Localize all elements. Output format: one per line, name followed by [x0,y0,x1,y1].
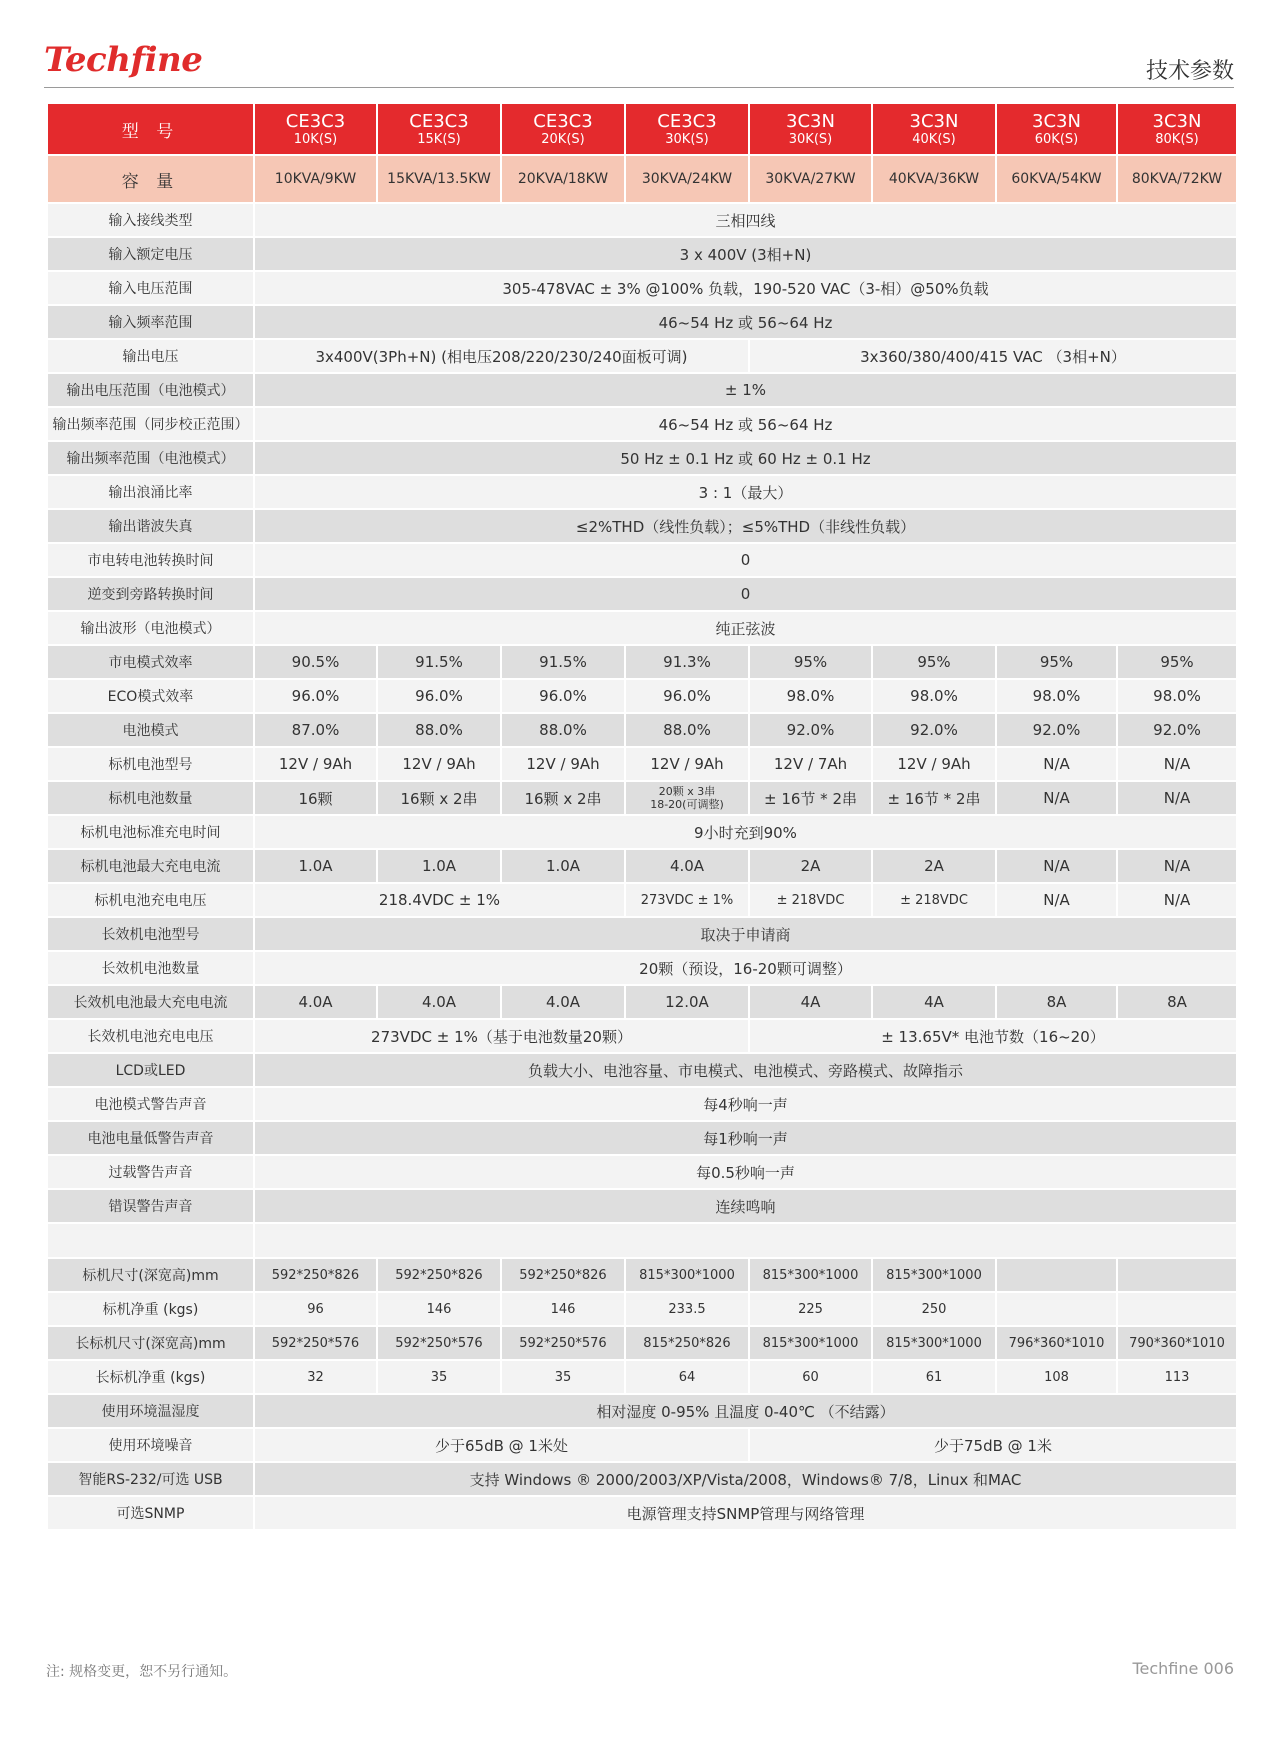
spec-row [47,985,1237,1019]
spec-value: 592*250*576 [254,1326,377,1360]
spec-value: 92.0% [1117,713,1237,747]
spec-label: 标机电池数量 [47,781,254,815]
spec-label: 市电模式效率 [47,645,254,679]
spec-label: 标机电池充电电压 [47,883,254,917]
spec-label: 输出电压范围（电池模式） [47,373,254,407]
spec-value: 每0.5秒响一声 [254,1155,1237,1189]
spec-value: 108 [996,1360,1117,1394]
spec-row [47,611,1237,645]
model-variant: 30K(S) [788,131,833,147]
spec-label: 长效机电池型号 [47,917,254,951]
spec-label: 标机尺寸(深宽高)mm [47,1258,254,1292]
spec-value: 三相四线 [254,203,1237,237]
spec-label: 输出浪涌比率 [47,475,254,509]
spec-value-line: 20颗 x 3串 [658,785,716,798]
spec-row [47,1087,1237,1121]
model-name: CE3C3 [409,110,469,132]
spec-value [1117,1292,1237,1326]
spec-value: 88.0% [625,713,749,747]
spec-value: 273VDC ± 1%（基于电池数量20颗） [254,1019,749,1053]
spec-value [996,1258,1117,1292]
spec-value: 88.0% [377,713,501,747]
spec-value: 纯正弦波 [254,611,1237,645]
spec-value: 12V / 9Ah [377,747,501,781]
spec-value: 95% [872,645,996,679]
spec-label: 长效机电池最大充电电流 [47,985,254,1019]
spec-row [47,373,1237,407]
model-variant: 20K(S) [541,131,585,147]
spec-label: 过载警告声音 [47,1155,254,1189]
spec-value: ± 16节 * 2串 [749,781,872,815]
model-name: 3C3N [1152,110,1202,132]
spec-value: 相对湿度 0-95% 且温度 0-40℃ （不结露） [254,1394,1237,1428]
spec-value: 35 [377,1360,501,1394]
spec-value: 96.0% [254,679,377,713]
spacer-row [47,1223,1237,1258]
spec-value: 815*300*1000 [749,1258,872,1292]
spec-label: 标机电池最大充电电流 [47,849,254,883]
spec-value: 35 [501,1360,625,1394]
spec-row [47,951,1237,985]
spec-value: 273VDC ± 1% [625,883,749,917]
spec-value: 2A [749,849,872,883]
spec-row [47,679,1237,713]
model-header-label: 型 号 [47,103,254,155]
spec-label: 输出电压 [47,339,254,373]
spec-value: 815*300*1000 [872,1258,996,1292]
spec-value: 592*250*826 [254,1258,377,1292]
spec-value: 4A [872,985,996,1019]
spec-row [47,1326,1237,1360]
spec-value: ± 16节 * 2串 [872,781,996,815]
model-name: 3C3N [1032,110,1081,132]
spec-label: 电池模式警告声音 [47,1087,254,1121]
spec-value: 12V / 7Ah [749,747,872,781]
spec-value: 95% [1117,645,1237,679]
model-name: 3C3N [786,110,835,132]
spec-value [996,1292,1117,1326]
spec-value: 250 [872,1292,996,1326]
spec-value: N/A [1117,883,1237,917]
spec-value: N/A [1117,849,1237,883]
spec-label: LCD或LED [47,1053,254,1087]
spec-row [47,1292,1237,1326]
spec-row [47,1462,1237,1496]
spec-value: 8A [1117,985,1237,1019]
spec-label: 长标机净重 (kgs) [47,1360,254,1394]
spec-value: 32 [254,1360,377,1394]
spec-label: 使用环境噪音 [47,1428,254,1462]
spec-value: 815*300*1000 [749,1326,872,1360]
spec-label: 可选SNMP [47,1496,254,1530]
spec-label: 标机电池标准充电时间 [47,815,254,849]
footnote: 注: 规格变更，恕不另行通知。 [46,1664,238,1680]
spec-label: 输出频率范围（电池模式） [47,441,254,475]
spacer-label [47,1223,254,1258]
spec-value: 592*250*576 [377,1326,501,1360]
spec-value: 592*250*826 [501,1258,625,1292]
spec-row [47,203,1237,237]
spec-value: N/A [996,849,1117,883]
model-header-cell [501,103,625,155]
spec-value: 20颗（预设，16-20颗可调整） [254,951,1237,985]
spec-value: 46~54 Hz 或 56~64 Hz [254,305,1237,339]
spec-value: 0 [254,577,1237,611]
spec-value: 4.0A [254,985,377,1019]
spec-value: 92.0% [872,713,996,747]
spec-label: 智能RS-232/可选 USB [47,1462,254,1496]
spec-row [47,1496,1237,1530]
spec-value: 3 x 400V (3相+N) [254,237,1237,271]
spec-value: 91.3% [625,645,749,679]
spec-label: 输入频率范围 [47,305,254,339]
capacity-label: 容 量 [47,155,254,203]
spec-value: N/A [996,781,1117,815]
spec-value: 4A [749,985,872,1019]
spec-row [47,577,1237,611]
model-header-cell [872,103,996,155]
model-name: CE3C3 [285,110,346,132]
spec-row [47,1428,1237,1462]
capacity-cell: 20KVA/18KW [501,155,625,203]
spec-table [46,102,1238,1531]
spec-label: 使用环境温湿度 [47,1394,254,1428]
model-header-row [47,103,1237,155]
spec-value: 305-478VAC ± 3% @100% 负载，190-520 VAC（3-相）@50%负载 [254,271,1237,305]
spec-value: 98.0% [996,679,1117,713]
spec-row [47,237,1237,271]
model-variant: 30K(S) [665,131,709,147]
spec-value: 每1秒响一声 [254,1121,1237,1155]
spec-value: 连续鸣响 [254,1189,1237,1223]
spec-value: 592*250*826 [377,1258,501,1292]
spec-row [47,713,1237,747]
capacity-row [47,155,1237,203]
spec-value: 592*250*576 [501,1326,625,1360]
spec-row [47,1258,1237,1292]
spec-value: 91.5% [377,645,501,679]
model-variant: 15K(S) [417,131,461,147]
capacity-cell: 30KVA/27KW [749,155,872,203]
spec-value: ± 1% [254,373,1237,407]
spec-label: 错误警告声音 [47,1189,254,1223]
spec-value: 负载大小、电池容量、市电模式、电池模式、旁路模式、故障指示 [254,1053,1237,1087]
spec-row [47,475,1237,509]
spec-value: 1.0A [377,849,501,883]
spec-value [625,781,749,815]
model-name: 3C3N [909,110,959,132]
brand-logo: Techfine [44,40,203,80]
spec-value: 96 [254,1292,377,1326]
spec-value-line: 18-20(可调整) [650,798,724,811]
spec-value: 790*360*1010 [1117,1326,1237,1360]
spec-value: 98.0% [872,679,996,713]
spec-value: 4.0A [501,985,625,1019]
capacity-cell: 60KVA/54KW [996,155,1117,203]
spec-value: 12V / 9Ah [501,747,625,781]
spec-value [1117,1258,1237,1292]
spec-row [47,1019,1237,1053]
spec-label: 逆变到旁路转换时间 [47,577,254,611]
spec-value: 支持 Windows ® 2000/2003/XP/Vista/2008，Windows® 7/8，Linux 和MAC [254,1462,1237,1496]
spec-value: 146 [377,1292,501,1326]
spec-value: 815*250*826 [625,1326,749,1360]
spec-value: 64 [625,1360,749,1394]
spec-row [47,339,1237,373]
spec-value: N/A [1117,781,1237,815]
model-header-cell [749,103,872,155]
spec-value: 796*360*1010 [996,1326,1117,1360]
spec-value: 91.5% [501,645,625,679]
spec-row [47,1394,1237,1428]
spec-value: 12V / 9Ah [625,747,749,781]
model-header-cell [1117,103,1237,155]
spec-row [47,1155,1237,1189]
spec-value: 87.0% [254,713,377,747]
spec-label: 输入接线类型 [47,203,254,237]
spec-value: 取决于申请商 [254,917,1237,951]
spec-label: 长效机电池数量 [47,951,254,985]
spec-row [47,407,1237,441]
spec-value: ≤2%THD（线性负载）；≤5%THD（非线性负载） [254,509,1237,543]
spec-row [47,305,1237,339]
model-header-cell [996,103,1117,155]
model-header-cell [254,103,377,155]
spec-value: 0 [254,543,1237,577]
spec-label: 输出频率范围（同步校正范围） [47,407,254,441]
spec-value: 96.0% [501,679,625,713]
spec-label: 输出波形（电池模式） [47,611,254,645]
spec-value: 16颗 [254,781,377,815]
spec-value: 96.0% [625,679,749,713]
spec-label: ECO模式效率 [47,679,254,713]
spec-value: 少于65dB @ 1米处 [254,1428,749,1462]
capacity-cell: 30KVA/24KW [625,155,749,203]
model-header-cell [625,103,749,155]
spec-value: 218.4VDC ± 1% [254,883,625,917]
spec-value: N/A [1117,747,1237,781]
model-name: CE3C3 [657,110,717,132]
spec-label: 输入额定电压 [47,237,254,271]
spec-value: N/A [996,747,1117,781]
spec-row [47,509,1237,543]
model-header-cell [377,103,501,155]
spec-value: 12V / 9Ah [872,747,996,781]
spec-value: 3x360/380/400/415 VAC （3相+N） [749,339,1237,373]
spec-row [47,1360,1237,1394]
spec-row [47,883,1237,917]
spec-value: 每4秒响一声 [254,1087,1237,1121]
spec-value: 12.0A [625,985,749,1019]
spec-row [47,781,1237,815]
model-name: CE3C3 [533,110,593,132]
spec-value: ± 13.65V* 电池节数（16~20） [749,1019,1237,1053]
spec-value: 95% [749,645,872,679]
capacity-cell: 80KVA/72KW [1117,155,1237,203]
spec-value: 92.0% [996,713,1117,747]
spec-row [47,747,1237,781]
spec-value: 98.0% [1117,679,1237,713]
spec-label: 市电转电池转换时间 [47,543,254,577]
spec-value: 3 : 1（最大） [254,475,1237,509]
spec-value: 46~54 Hz 或 56~64 Hz [254,407,1237,441]
model-variant: 10K(S) [293,131,338,147]
page-number: Techfine 006 [1132,1659,1234,1678]
spec-value: 2A [872,849,996,883]
capacity-cell: 15KVA/13.5KW [377,155,501,203]
model-variant: 40K(S) [912,131,956,147]
spec-row [47,543,1237,577]
spec-row [47,1121,1237,1155]
spec-value: 1.0A [501,849,625,883]
spec-value: 96.0% [377,679,501,713]
spec-label: 输入电压范围 [47,271,254,305]
spec-value: 9小时充到90% [254,815,1237,849]
capacity-cell: 10KVA/9KW [254,155,377,203]
spec-row [47,441,1237,475]
spec-row [47,815,1237,849]
spec-label: 输出谐波失真 [47,509,254,543]
model-variant: 80K(S) [1155,131,1199,147]
spec-value: 少于75dB @ 1米 [749,1428,1237,1462]
spec-value: 815*300*1000 [625,1258,749,1292]
spec-value: 146 [501,1292,625,1326]
spec-value: 16颗 x 2串 [377,781,501,815]
spacer-cell [254,1223,1237,1258]
spec-row [47,917,1237,951]
spec-value: 92.0% [749,713,872,747]
spec-label: 长效机电池充电电压 [47,1019,254,1053]
spec-value: 3x400V(3Ph+N) (相电压208/220/230/240面板可调) [254,339,749,373]
document-title: 技术参数 [1145,59,1234,84]
spec-value: 50 Hz ± 0.1 Hz 或 60 Hz ± 0.1 Hz [254,441,1237,475]
spec-value: 1.0A [254,849,377,883]
spec-value: 4.0A [377,985,501,1019]
spec-label: 长标机尺寸(深宽高)mm [47,1326,254,1360]
spec-row [47,645,1237,679]
spec-value: 61 [872,1360,996,1394]
spec-value: ± 218VDC [872,883,996,917]
spec-value: 60 [749,1360,872,1394]
spec-label: 电池电量低警告声音 [47,1121,254,1155]
spec-value: 90.5% [254,645,377,679]
spec-value: 4.0A [625,849,749,883]
spec-value: N/A [996,883,1117,917]
spec-value: 98.0% [749,679,872,713]
spec-value: 电源管理支持SNMP管理与网络管理 [254,1496,1237,1530]
spec-value: 113 [1117,1360,1237,1394]
spec-value: 225 [749,1292,872,1326]
header-divider [44,87,1234,88]
model-variant: 60K(S) [1034,131,1079,147]
spec-label: 标机电池型号 [47,747,254,781]
spec-value: 8A [996,985,1117,1019]
capacity-cell: 40KVA/36KW [872,155,996,203]
spec-value: 12V / 9Ah [254,747,377,781]
spec-label: 标机净重 (kgs) [47,1292,254,1326]
spec-value: 16颗 x 2串 [501,781,625,815]
spec-row [47,849,1237,883]
spec-row [47,1189,1237,1223]
spec-value: 815*300*1000 [872,1326,996,1360]
spec-value: ± 218VDC [749,883,872,917]
spec-value: 95% [996,645,1117,679]
spec-value: 233.5 [625,1292,749,1326]
spec-row [47,1053,1237,1087]
spec-row [47,271,1237,305]
spec-label: 电池模式 [47,713,254,747]
spec-value: 88.0% [501,713,625,747]
